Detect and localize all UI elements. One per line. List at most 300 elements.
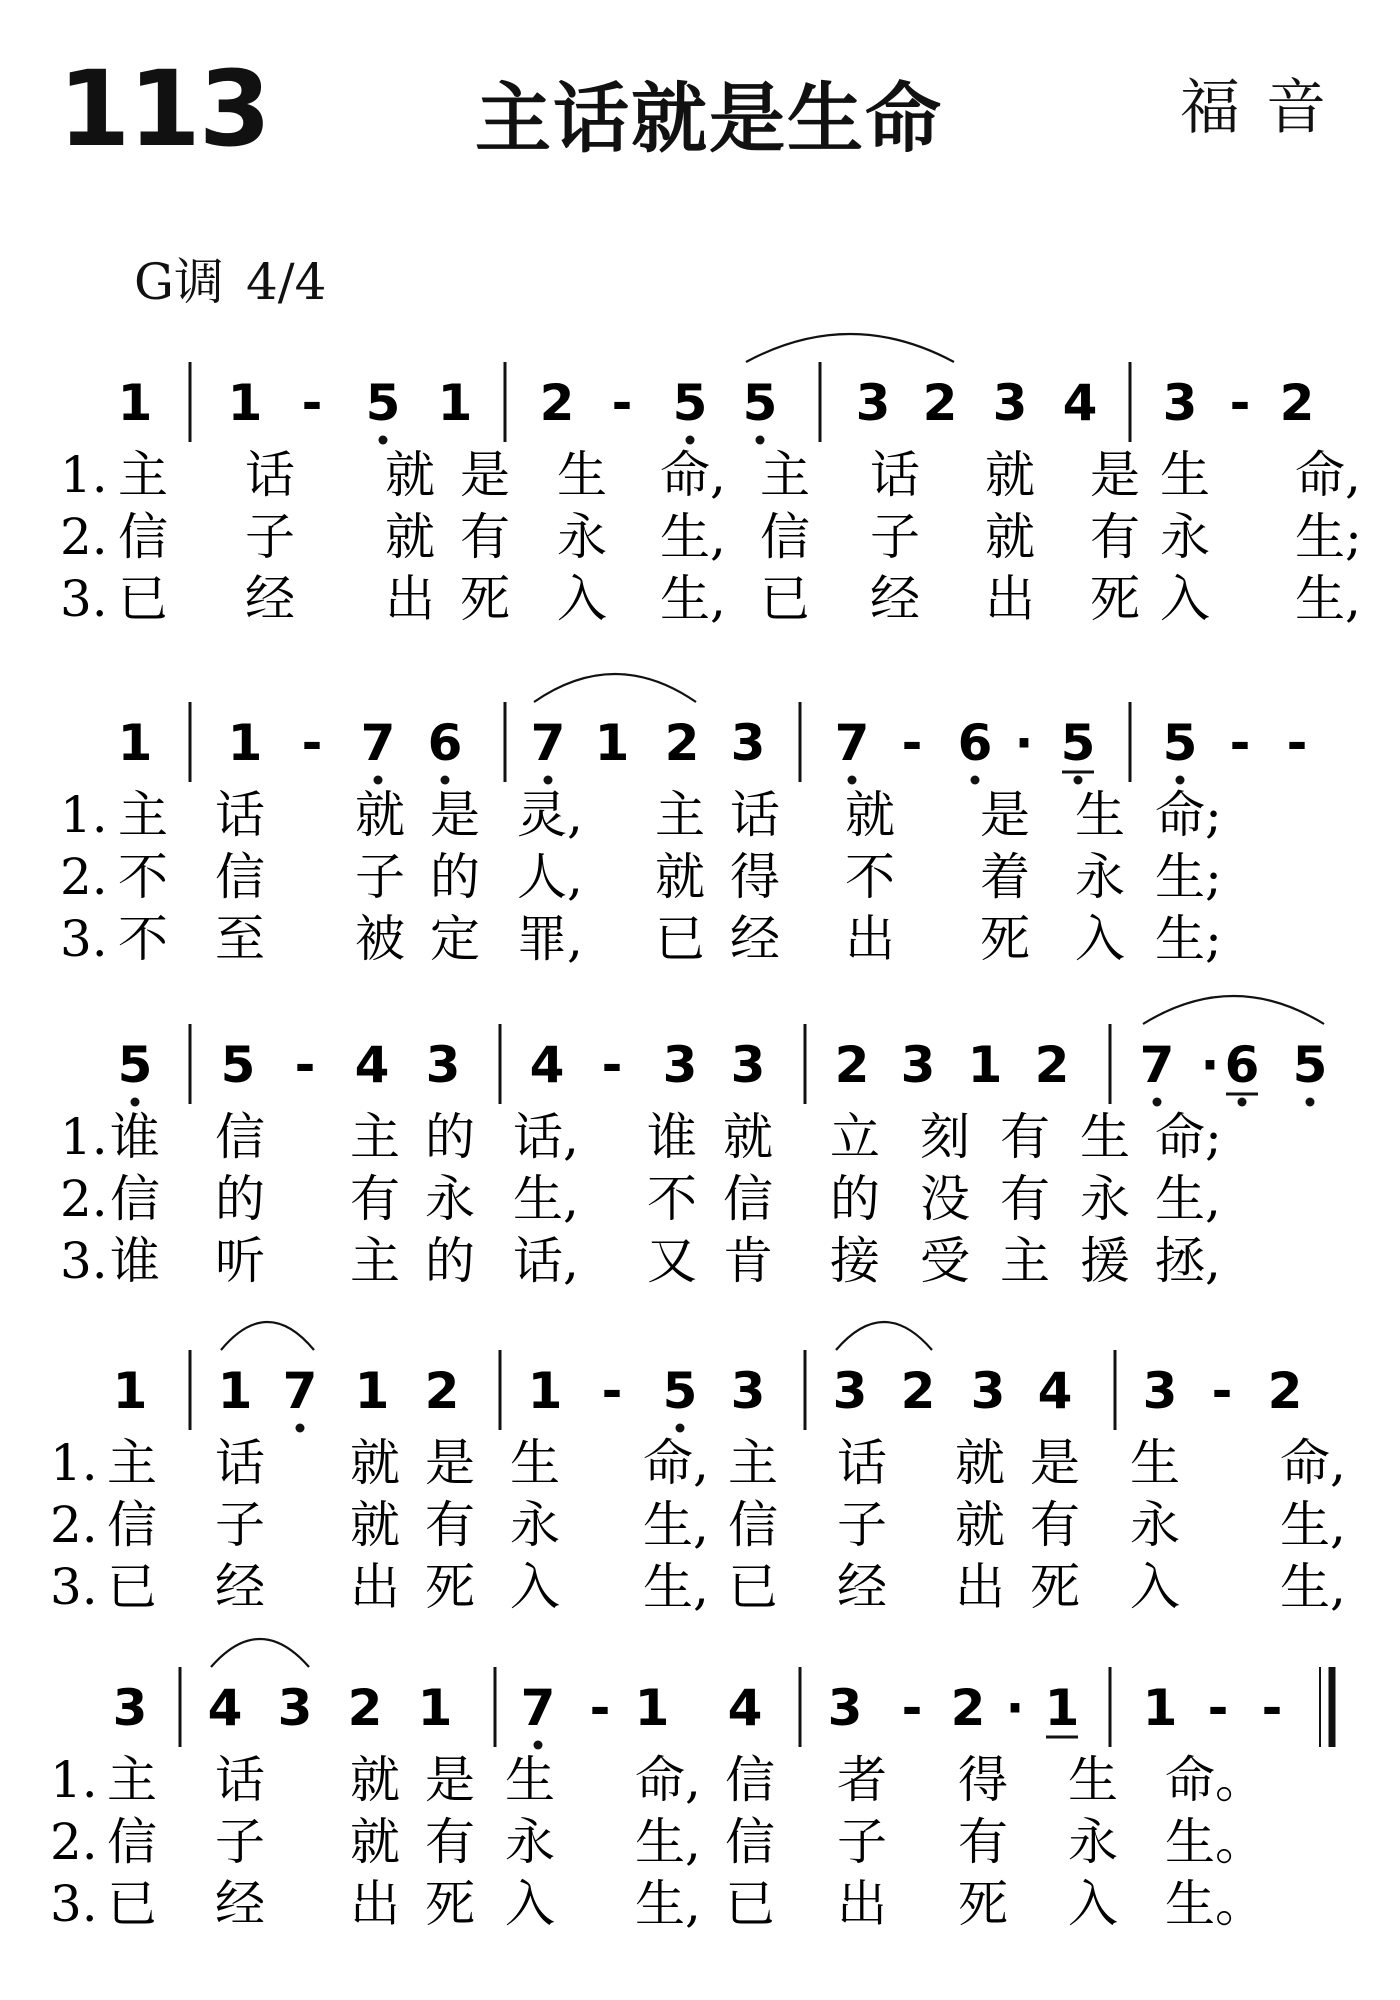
lyric-char: 经 (837, 1558, 887, 1616)
lyric-char: 的 (425, 1232, 475, 1290)
verse-number: 1. (60, 446, 108, 504)
note-numeral: 1 (1142, 1679, 1178, 1737)
note-numeral: 3 (662, 1036, 698, 1094)
lyric-char: 命; (1155, 786, 1222, 844)
lyric-char: 生 (1130, 1434, 1180, 1492)
lyric-char: 入 (1160, 570, 1210, 628)
note-numeral: 3 (277, 1679, 313, 1737)
lyric-char: 有 (425, 1813, 475, 1871)
low-octave-dot (1238, 1098, 1247, 1107)
lyric-char: 死 (460, 570, 510, 628)
lyric-char: 受 (920, 1232, 970, 1290)
verse-number: 2. (60, 1170, 108, 1228)
note-numeral: 4 (207, 1679, 243, 1737)
lyric-char: 话 (870, 446, 920, 504)
lyric-char: 生 (557, 446, 607, 504)
note-numeral: 1 (112, 1362, 148, 1420)
lyric-char: 立 (830, 1108, 880, 1166)
lyric-char: 就 (350, 1813, 400, 1871)
note-numeral: · (1014, 714, 1034, 772)
lyric-char: 灵, (517, 786, 583, 844)
hymn-source: 福音 (1180, 73, 1352, 143)
slur-arc (221, 1322, 314, 1350)
slur-arc (534, 674, 696, 702)
lyric-char: 是 (425, 1751, 475, 1809)
note-numeral: - (601, 1362, 623, 1420)
note-numeral: 3 (992, 374, 1028, 432)
lyric-char: 生, (1280, 1558, 1346, 1616)
lyric-char: 生。 (1165, 1813, 1265, 1871)
lyric-char: 已 (655, 910, 705, 968)
lyric-char: 生, (1155, 1170, 1221, 1228)
note-numeral: 2 (424, 1362, 460, 1420)
slur-arc (211, 1639, 309, 1667)
lyric-char: 已 (760, 570, 810, 628)
lyric-char: 人, (517, 848, 583, 906)
lyric-char: 出 (955, 1558, 1005, 1616)
note-numeral: 6 (957, 714, 993, 772)
note-numeral: 7 (360, 714, 396, 772)
note-numeral: 5 (1060, 714, 1096, 772)
lyric-char: 入 (510, 1558, 560, 1616)
note-numeral: 3 (1142, 1362, 1178, 1420)
lyric-char: 生 (1080, 1108, 1130, 1166)
lyric-char: 死 (1030, 1558, 1080, 1616)
note-numeral: 3 (730, 1036, 766, 1094)
note-numeral: - (901, 714, 923, 772)
note-numeral: 7 (1139, 1036, 1175, 1094)
key-label: G调 (134, 253, 224, 311)
note-numeral: 1 (967, 1036, 1003, 1094)
lyric-char: 命, (1295, 446, 1361, 504)
lyric-char: 死 (1090, 570, 1140, 628)
lyric-char: 生, (643, 1558, 709, 1616)
meter-label: 4/4 (245, 253, 327, 311)
lyric-char: 生, (513, 1170, 579, 1228)
lyric-char: 入 (1075, 910, 1125, 968)
lyric-char: 话 (245, 446, 295, 504)
lyric-char: 拯, (1155, 1232, 1221, 1290)
lyric-char: 入 (1068, 1875, 1118, 1933)
slur-arc (746, 334, 954, 362)
lyric-char: 又 (647, 1232, 697, 1290)
lyric-char: 主 (107, 1434, 157, 1492)
note-numeral: 1 (417, 1679, 453, 1737)
lyric-char: 命, (643, 1434, 709, 1492)
lyric-char: 永 (1160, 508, 1210, 566)
lyric-char: 的 (425, 1108, 475, 1166)
lyric-char: 生, (635, 1813, 701, 1871)
lyric-char: 有 (1000, 1170, 1050, 1228)
lyric-char: 生; (1155, 910, 1222, 968)
low-octave-dot (1176, 776, 1185, 785)
note-numeral: 1 (117, 714, 153, 772)
lyric-char: 主 (350, 1232, 400, 1290)
low-octave-dot (374, 776, 383, 785)
note-numeral: 5 (365, 374, 401, 432)
lyric-char: 就 (955, 1496, 1005, 1554)
lyric-char: 生; (1295, 508, 1362, 566)
lyric-char: 就 (385, 446, 435, 504)
verse-number: 2. (60, 848, 108, 906)
note-numeral: 1 (634, 1679, 670, 1737)
lyric-char: 死 (980, 910, 1030, 968)
note-numeral: 1 (217, 1362, 253, 1420)
low-octave-dot (1306, 1098, 1315, 1107)
lyric-char: 子 (837, 1496, 887, 1554)
low-octave-dot (686, 436, 695, 445)
note-numeral: 1 (594, 714, 630, 772)
lyric-char: 命, (660, 446, 726, 504)
lyric-char: 不 (118, 848, 168, 906)
note-numeral: 5 (742, 374, 778, 432)
lyric-char: 有 (460, 508, 510, 566)
note-numeral: 6 (427, 714, 463, 772)
lyric-char: 有 (1090, 508, 1140, 566)
note-numeral: - (1211, 1362, 1233, 1420)
note-numeral: 3 (827, 1679, 863, 1737)
lyric-char: 生, (660, 508, 726, 566)
low-octave-dot (848, 776, 857, 785)
lyric-char: 主 (760, 446, 810, 504)
hymn-title: 主话就是生命 (475, 74, 943, 163)
low-octave-dot (379, 436, 388, 445)
note-numeral: 5 (117, 1036, 153, 1094)
note-numeral: - (1229, 714, 1251, 772)
note-numeral: - (589, 1679, 611, 1737)
lyric-char: 子 (837, 1813, 887, 1871)
lyric-char: 罪, (517, 910, 583, 968)
lyric-char: 是 (460, 446, 510, 504)
lyric-char: 就 (985, 508, 1035, 566)
lyric-char: 至 (215, 910, 265, 968)
note-numeral: 2 (1034, 1036, 1070, 1094)
verse-number: 3. (60, 1232, 108, 1290)
lyric-char: 信 (723, 1170, 773, 1228)
lyric-char: 有 (958, 1813, 1008, 1871)
lyric-char: 生 (1068, 1751, 1118, 1809)
lyric-char: 得 (730, 848, 780, 906)
lyric-char: 入 (505, 1875, 555, 1933)
note-numeral: 3 (900, 1036, 936, 1094)
lyric-char: 主 (350, 1108, 400, 1166)
lyric-char: 命, (635, 1751, 701, 1809)
lyric-char: 是 (980, 786, 1030, 844)
lyric-char: 信 (760, 508, 810, 566)
note-numeral: 4 (1037, 1362, 1073, 1420)
lyric-char: 者 (837, 1751, 887, 1809)
lyric-char: 死 (425, 1558, 475, 1616)
lyric-char: 永 (1130, 1496, 1180, 1554)
lyric-char: 入 (557, 570, 607, 628)
verse-number: 2. (50, 1813, 98, 1871)
lyric-char: 就 (723, 1108, 773, 1166)
note-numeral: - (301, 714, 323, 772)
note-numeral: 7 (530, 714, 566, 772)
lyric-char: 子 (215, 1496, 265, 1554)
lyric-char: 话 (730, 786, 780, 844)
lyric-char: 经 (870, 570, 920, 628)
note-numeral: 4 (354, 1036, 390, 1094)
note-numeral: 7 (520, 1679, 556, 1737)
note-numeral: - (1207, 1679, 1229, 1737)
lyric-char: 援 (1080, 1232, 1130, 1290)
note-numeral: 2 (900, 1362, 936, 1420)
lyric-char: 就 (350, 1751, 400, 1809)
lyric-char: 信 (107, 1813, 157, 1871)
note-numeral: 1 (227, 374, 263, 432)
lyric-char: 生 (1160, 446, 1210, 504)
note-numeral: 3 (970, 1362, 1006, 1420)
lyric-char: 谁 (110, 1232, 160, 1290)
lyric-char: 是 (425, 1434, 475, 1492)
lyric-char: 经 (215, 1558, 265, 1616)
lyric-char: 已 (118, 570, 168, 628)
lyric-char: 的 (430, 848, 480, 906)
lyric-char: 死 (425, 1875, 475, 1933)
lyric-char: 生, (1280, 1496, 1346, 1554)
low-octave-dot (131, 1098, 140, 1107)
hymn-number: 113 (58, 48, 270, 170)
lyric-char: 生。 (1165, 1875, 1265, 1933)
verse-number: 1. (50, 1434, 98, 1492)
note-numeral: 2 (950, 1679, 986, 1737)
lyric-char: 刻 (920, 1108, 970, 1166)
lyric-char: 已 (107, 1558, 157, 1616)
lyric-char: 永 (1080, 1170, 1130, 1228)
lyric-char: 经 (730, 910, 780, 968)
note-numeral: 2 (834, 1036, 870, 1094)
note-numeral: 5 (1162, 714, 1198, 772)
note-numeral: 1 (527, 1362, 563, 1420)
lyric-char: 信 (725, 1813, 775, 1871)
low-octave-dot (441, 776, 450, 785)
lyric-char: 主 (655, 786, 705, 844)
lyric-char: 生, (1295, 570, 1361, 628)
note-numeral: · (1200, 1036, 1220, 1094)
lyric-char: 的 (830, 1170, 880, 1228)
lyric-char: 生 (510, 1434, 560, 1492)
lyric-char: 信 (107, 1496, 157, 1554)
lyric-char: 不 (118, 910, 168, 968)
lyric-char: 话 (215, 1434, 265, 1492)
verse-number: 3. (60, 910, 108, 968)
note-numeral: 1 (227, 714, 263, 772)
lyric-char: 生; (1155, 848, 1222, 906)
lyric-char: 信 (215, 1108, 265, 1166)
lyric-char: 不 (647, 1170, 697, 1228)
note-numeral: - (611, 374, 633, 432)
lyric-char: 有 (425, 1496, 475, 1554)
lyric-char: 出 (350, 1558, 400, 1616)
note-numeral: 3 (730, 1362, 766, 1420)
lyric-char: 得 (958, 1751, 1008, 1809)
note-numeral: 2 (922, 374, 958, 432)
note-numeral: 5 (1292, 1036, 1328, 1094)
verse-number: 2. (60, 508, 108, 566)
verse-number: 1. (50, 1751, 98, 1809)
lyric-char: 话, (513, 1108, 579, 1166)
lyric-char: 就 (385, 508, 435, 566)
lyric-char: 永 (425, 1170, 475, 1228)
lyric-char: 信 (118, 508, 168, 566)
lyric-char: 生, (660, 570, 726, 628)
low-octave-dot (971, 776, 980, 785)
note-numeral: 1 (1044, 1679, 1080, 1737)
lyric-char: 是 (1090, 446, 1140, 504)
note-numeral: - (294, 1036, 316, 1094)
lyric-char: 主 (107, 1751, 157, 1809)
verse-number: 3. (50, 1558, 98, 1616)
lyric-char: 话 (215, 786, 265, 844)
lyric-char: 就 (350, 1434, 400, 1492)
note-numeral: 2 (347, 1679, 383, 1737)
note-numeral: 3 (112, 1679, 148, 1737)
low-octave-dot (1153, 1098, 1162, 1107)
low-octave-dot (296, 1424, 305, 1433)
lyric-char: 出 (985, 570, 1035, 628)
note-numeral: 4 (1062, 374, 1098, 432)
note-numeral: 4 (727, 1679, 763, 1737)
lyric-char: 经 (215, 1875, 265, 1933)
lyric-char: 就 (350, 1496, 400, 1554)
lyric-char: 永 (1068, 1813, 1118, 1871)
lyric-char: 永 (510, 1496, 560, 1554)
verse-number: 1. (60, 1108, 108, 1166)
verse-number: 3. (50, 1875, 98, 1933)
lyric-char: 就 (845, 786, 895, 844)
lyric-char: 已 (725, 1875, 775, 1933)
slur-arc (836, 1322, 932, 1350)
lyric-char: 信 (110, 1170, 160, 1228)
lyric-char: 就 (955, 1434, 1005, 1492)
lyric-char: 永 (505, 1813, 555, 1871)
lyric-char: 命; (1155, 1108, 1222, 1166)
note-numeral: 6 (1224, 1036, 1260, 1094)
lyric-char: 永 (1075, 848, 1125, 906)
lyric-char: 主 (118, 786, 168, 844)
lyric-char: 有 (350, 1170, 400, 1228)
lyric-char: 是 (1030, 1434, 1080, 1492)
lyric-char: 谁 (647, 1108, 697, 1166)
note-numeral: 1 (437, 374, 473, 432)
note-numeral: - (1261, 1679, 1283, 1737)
lyric-char: 出 (845, 910, 895, 968)
note-numeral: 4 (529, 1036, 565, 1094)
note-numeral: 5 (672, 374, 708, 432)
lyric-char: 生 (505, 1751, 555, 1809)
low-octave-dot (1074, 776, 1083, 785)
lyric-char: 死 (958, 1875, 1008, 1933)
lyric-char: 生, (643, 1496, 709, 1554)
lyric-char: 入 (1130, 1558, 1180, 1616)
lyric-char: 就 (655, 848, 705, 906)
note-numeral: - (601, 1036, 623, 1094)
lyric-char: 命, (1280, 1434, 1346, 1492)
lyric-char: 有 (1030, 1496, 1080, 1554)
lyric-char: 不 (845, 848, 895, 906)
note-numeral: 7 (834, 714, 870, 772)
lyric-char: 命。 (1165, 1751, 1265, 1809)
note-numeral: 1 (354, 1362, 390, 1420)
lyric-char: 生, (635, 1875, 701, 1933)
lyric-char: 子 (355, 848, 405, 906)
lyric-char: 经 (245, 570, 295, 628)
verse-number: 1. (60, 786, 108, 844)
lyric-char: 信 (728, 1496, 778, 1554)
lyric-char: 肯 (723, 1232, 773, 1290)
low-octave-dot (756, 436, 765, 445)
verse-number: 2. (50, 1496, 98, 1554)
lyric-char: 出 (837, 1875, 887, 1933)
note-numeral: - (301, 374, 323, 432)
note-numeral: 3 (730, 714, 766, 772)
note-numeral: 7 (282, 1362, 318, 1420)
lyric-char: 有 (1000, 1108, 1050, 1166)
lyric-char: 话 (837, 1434, 887, 1492)
note-numeral: 1 (117, 374, 153, 432)
lyric-char: 主 (118, 446, 168, 504)
note-numeral: - (1286, 714, 1308, 772)
lyric-char: 就 (355, 786, 405, 844)
slur-arc (1143, 996, 1324, 1024)
note-numeral: 2 (1279, 374, 1315, 432)
note-numeral: - (1229, 374, 1251, 432)
low-octave-dot (544, 776, 553, 785)
lyric-char: 听 (215, 1232, 265, 1290)
note-numeral: 3 (1162, 374, 1198, 432)
lyric-char: 着 (980, 848, 1030, 906)
lyric-char: 就 (985, 446, 1035, 504)
verse-number: 3. (60, 570, 108, 628)
lyric-char: 是 (430, 786, 480, 844)
lyric-char: 信 (215, 848, 265, 906)
lyric-char: 永 (557, 508, 607, 566)
note-numeral: 5 (220, 1036, 256, 1094)
note-numeral: 3 (855, 374, 891, 432)
lyric-char: 子 (215, 1813, 265, 1871)
note-numeral: · (1005, 1679, 1025, 1737)
lyric-char: 被 (355, 910, 405, 968)
lyric-char: 已 (107, 1875, 157, 1933)
lyric-char: 主 (1000, 1232, 1050, 1290)
lyric-char: 主 (728, 1434, 778, 1492)
lyric-char: 生 (1075, 786, 1125, 844)
lyric-char: 话 (215, 1751, 265, 1809)
note-numeral: - (901, 1679, 923, 1737)
note-numeral: 2 (664, 714, 700, 772)
lyric-char: 没 (920, 1170, 970, 1228)
lyric-char: 已 (728, 1558, 778, 1616)
note-numeral: 5 (662, 1362, 698, 1420)
lyric-char: 谁 (110, 1108, 160, 1166)
lyric-char: 的 (215, 1170, 265, 1228)
note-numeral: 3 (832, 1362, 868, 1420)
note-numeral: 2 (539, 374, 575, 432)
note-numeral: 2 (1267, 1362, 1303, 1420)
low-octave-dot (676, 1424, 685, 1433)
lyric-char: 子 (245, 508, 295, 566)
lyric-char: 出 (385, 570, 435, 628)
lyric-char: 子 (870, 508, 920, 566)
lyric-char: 接 (830, 1232, 880, 1290)
low-octave-dot (534, 1741, 543, 1750)
note-numeral: 3 (425, 1036, 461, 1094)
lyric-char: 话, (513, 1232, 579, 1290)
lyric-char: 信 (725, 1751, 775, 1809)
lyric-char: 出 (350, 1875, 400, 1933)
lyric-char: 定 (430, 910, 480, 968)
